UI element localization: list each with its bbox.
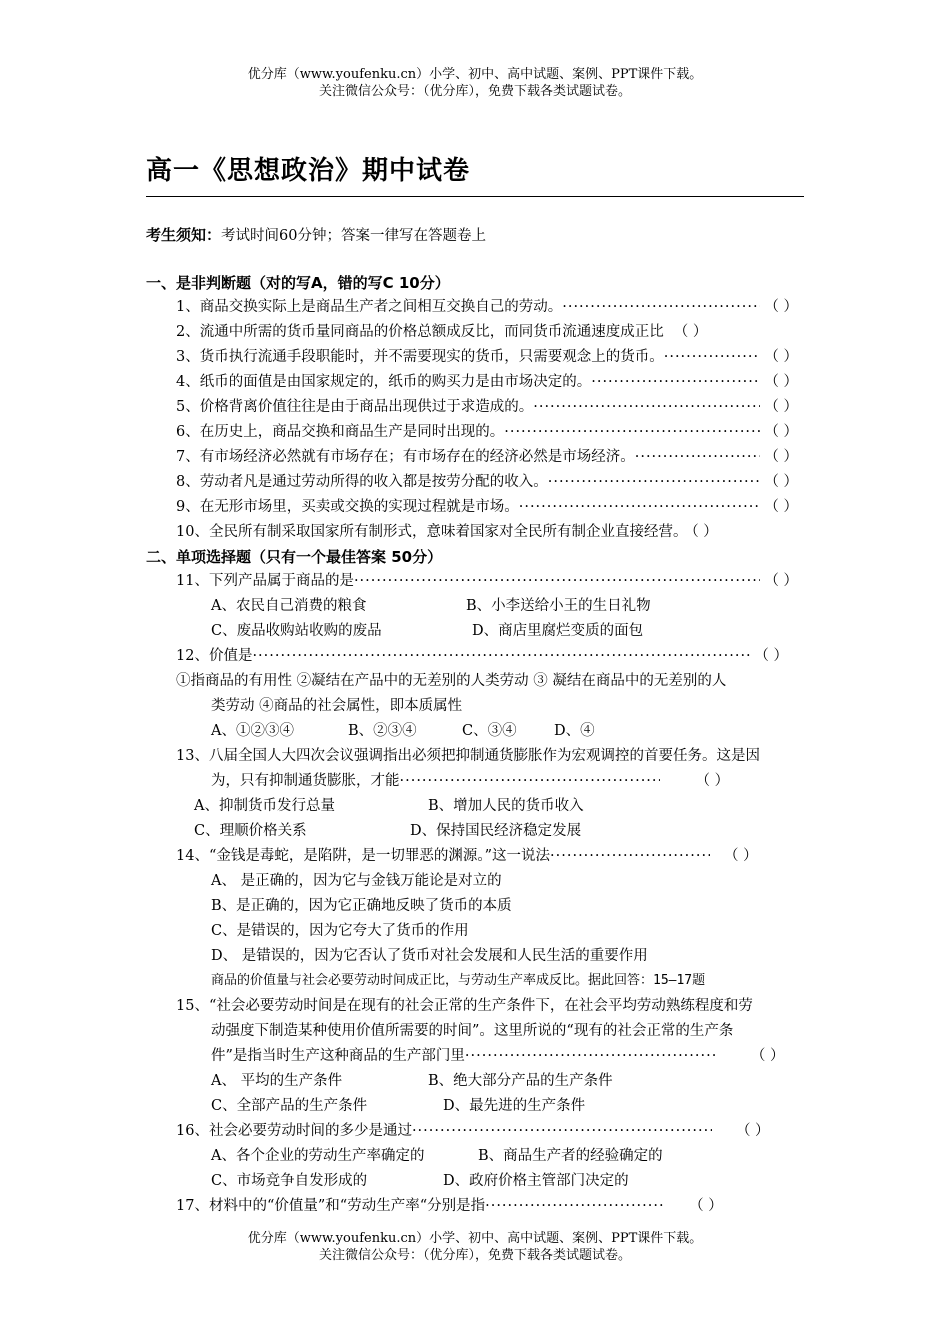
question-12-statements: ①指商品的有用性 ②凝结在产品中的无差别的人类劳动 ③ 凝结在商品中的无差别的人: [176, 673, 727, 689]
answer-paren: （ ）: [764, 449, 798, 465]
question-text: 14、“金钱是毒蛇，是陷阱，是一切罪恶的渊源。”这一说法: [176, 848, 551, 864]
option-c: C、③④: [462, 723, 517, 739]
title-divider: [146, 196, 804, 197]
question-12-stem: [176, 646, 788, 666]
option-c: C、市场竞争自发形成的: [211, 1173, 368, 1189]
answer-paren: （ ）: [764, 399, 798, 415]
dot-leader: [400, 771, 660, 791]
judge-item: [176, 447, 798, 467]
option-d: D、 是错误的，因为它否认了货币对社会发展和人民生活的重要作用: [211, 948, 648, 964]
option-d: D、最先进的生产条件: [443, 1098, 586, 1114]
judge-item: [176, 397, 798, 417]
section-2-heading: 二、单项选择题（只有一个最佳答案 50分）: [146, 548, 443, 566]
judge-item: [176, 497, 798, 517]
section-1-heading: 一、是非判断题（对的写A，错的写C 10分）: [146, 274, 450, 292]
answer-paren: （ ）: [764, 424, 798, 440]
judge-item-text: 2、流通中所需的货币量同商品的价格总额成反比，而同货币流通速度成正比: [176, 324, 664, 340]
question-text: 17、材料中的“价值量”和“劳动生产率“分别是指: [176, 1198, 486, 1214]
dot-leader: [504, 422, 760, 442]
material-note: 商品的价值量与社会必要劳动时间成正比，与劳动生产率成反比。据此回答：15—17题: [211, 973, 706, 988]
dot-leader: [548, 472, 761, 492]
option-b: B、绝大部分产品的生产条件: [428, 1073, 613, 1089]
option-c: C、是错误的，因为它夸大了货币的作用: [211, 923, 469, 939]
option-a: A、 平均的生产条件: [211, 1073, 343, 1089]
dot-leader: [635, 447, 761, 467]
judge-item-text: 4、纸币的面值是由国家规定的，纸币的购买力是由市场决定的。: [176, 374, 592, 390]
option-b: B、小李送给小王的生日礼物: [466, 598, 651, 614]
footer-line-1: 优分库（www.youfenku.cn）小学、初中、高中试题、案例、PPT课件下载。: [247, 1231, 703, 1246]
question-text: 11、下列产品属于商品的是: [176, 573, 354, 589]
answer-paren: （ ）: [695, 773, 730, 789]
judge-item: [176, 522, 718, 542]
option-c: C、全部产品的生产条件: [211, 1098, 368, 1114]
answer-paren: （ ）: [735, 1123, 770, 1139]
option-a: A、抑制货币发行总量: [194, 798, 335, 814]
exam-title: 高一《思想政治》期中试卷: [146, 156, 471, 186]
notice-text: 考试时间60分钟；答案一律写在答题卷上: [221, 228, 486, 244]
judge-item: [176, 347, 798, 367]
option-c: C、废品收购站收购的废品: [211, 623, 382, 639]
answer-paren: （ ）: [764, 299, 798, 315]
question-13-stem: 13、八届全国人大四次会议强调指出必须把抑制通货膨胀作为宏观调控的首要任务。这是因: [176, 748, 760, 764]
footer-line-2: 关注微信公众号：（优分库），免费下载各类试题试卷。: [318, 1248, 631, 1263]
option-c: C、理顺价格关系: [194, 823, 307, 839]
option-d: D、④: [554, 723, 595, 739]
answer-paren: （ ）: [764, 573, 798, 589]
option-b: B、增加人民的货币收入: [428, 798, 584, 814]
dot-leader: [412, 1121, 712, 1141]
question-15-stem-cont: 动强度下制造某种使用价值所需要的时间”。这里所说的“现有的社会正常的生产条: [211, 1023, 734, 1039]
question-12-statements-cont: 类劳动 ④商品的社会属性，即本质属性: [211, 698, 463, 714]
dot-leader: [519, 497, 761, 517]
answer-paren: （ ）: [673, 324, 708, 340]
answer-paren: （ ）: [764, 349, 798, 365]
option-d: D、商店里腐烂变质的面包: [472, 623, 644, 639]
option-a: A、各个企业的劳动生产率确定的: [211, 1148, 425, 1164]
option-a: A、农民自己消费的粮食: [211, 598, 367, 614]
question-15-stem-end: [211, 1046, 823, 1066]
question-text: 12、价值是: [176, 648, 253, 664]
answer-paren: （ ）: [724, 848, 758, 864]
judge-item: [176, 322, 707, 342]
judge-item-text: 1、商品交换实际上是商品生产者之间相互交换自己的劳动。: [176, 299, 563, 315]
page-header: [0, 66, 950, 100]
judge-item-text: 10、全民所有制采取国家所有制形式，意味着国家对全民所有制企业直接经营。: [176, 524, 688, 540]
judge-item-text: 6、在历史上，商品交换和商品生产是同时出现的。: [176, 424, 505, 440]
answer-paren: （ ）: [750, 1048, 785, 1064]
dot-leader: [550, 846, 710, 866]
dot-leader: [485, 1196, 665, 1216]
judge-item: [176, 372, 798, 392]
option-a: A、①②③④: [211, 723, 294, 739]
question-13-stem-cont: [211, 771, 773, 791]
dot-leader: [533, 397, 760, 417]
question-16-stem: [176, 1121, 782, 1141]
option-d: D、政府价格主管部门决定的: [443, 1173, 629, 1189]
option-b: B、商品生产者的经验确定的: [478, 1148, 663, 1164]
question-17-stem: [176, 1196, 782, 1216]
page-footer: [0, 1230, 950, 1264]
answer-paren: （ ）: [764, 474, 798, 490]
answer-paren: （ ）: [689, 1198, 723, 1214]
option-a: A、 是正确的，因为它与金钱万能论是对立的: [211, 873, 502, 889]
judge-item-text: 7、有市场经济必然就有市场存在；有市场存在的经济必然是市场经济。: [176, 449, 635, 465]
header-line-1: 优分库（www.youfenku.cn）小学、初中、高中试题、案例、PPT课件下载。: [247, 67, 703, 82]
answer-paren: （ ）: [764, 374, 798, 390]
judge-item-text: 8、劳动者凡是通过劳动所得的收入都是按劳分配的收入。: [176, 474, 548, 490]
answer-paren: （ ）: [754, 648, 788, 664]
dot-leader: [562, 297, 760, 317]
judge-item-text: 3、货币执行流通手段职能时，并不需要现实的货币，只需要观念上的货币。: [176, 349, 664, 365]
question-text: 为，只有抑制通货膨胀，才能: [211, 773, 400, 789]
exam-notice: [146, 224, 486, 245]
question-text: 16、社会必要劳动时间的多少是通过: [176, 1123, 412, 1139]
header-line-2: 关注微信公众号：（优分库），免费下载各类试题试卷。: [318, 84, 631, 99]
notice-label: 考生须知：: [146, 226, 222, 244]
judge-item: [176, 472, 798, 492]
question-text: 件”是指当时生产这种商品的生产部门里: [211, 1048, 465, 1064]
option-b: B、是正确的，因为它正确地反映了货币的本质: [211, 898, 512, 914]
option-d: D、保持国民经济稳定发展: [410, 823, 582, 839]
question-11-stem: [176, 571, 798, 591]
dot-leader: [591, 372, 760, 392]
judge-item-text: 5、价格背离价值往往是由于商品出现供过于求造成的。: [176, 399, 534, 415]
dot-leader: [354, 571, 760, 591]
judge-item-text: 9、在无形市场里，买卖或交换的实现过程就是市场。: [176, 499, 519, 515]
question-14-stem: [176, 846, 806, 866]
answer-paren: （ ）: [764, 499, 798, 515]
dot-leader: [465, 1046, 715, 1066]
judge-item: [176, 297, 798, 317]
dot-leader: [664, 347, 761, 367]
option-b: B、②③④: [348, 723, 417, 739]
question-15-stem: 15、“社会必要劳动时间是在现有的社会正常的生产条件下，在社会平均劳动熟练程度和劳: [176, 998, 753, 1014]
answer-paren: （ ）: [691, 524, 718, 540]
judge-item: [176, 422, 798, 442]
dot-leader: [252, 646, 750, 666]
